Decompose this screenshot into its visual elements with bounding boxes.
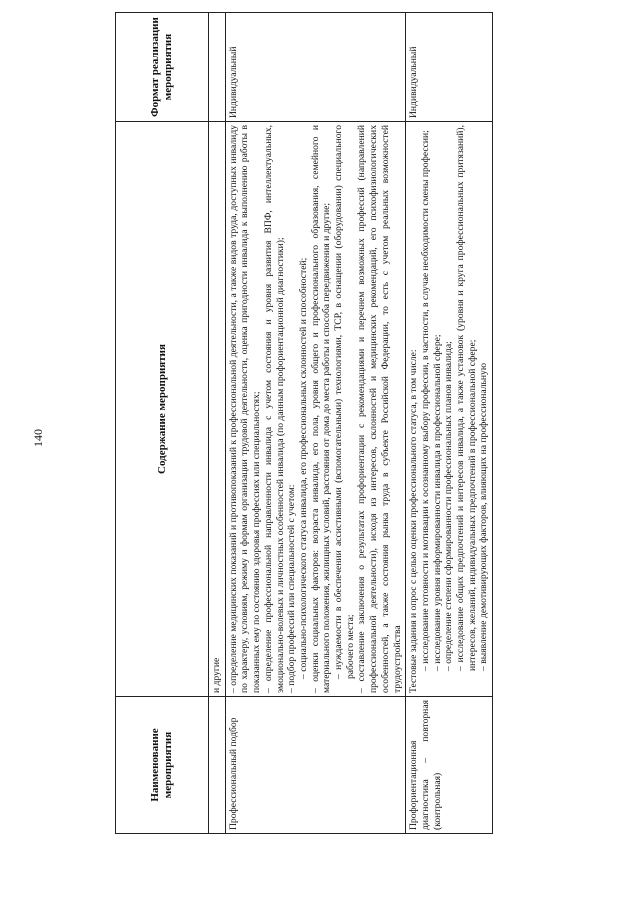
content-paragraph: – определение степени сформированности профессиональных планов инвалида;: [443, 341, 455, 671]
table-row: [209, 13, 226, 834]
content-paragraph: – определение профессиональной направленности инвалида с учетом состояния и уровня развития ВПФ, интеллектуальных, эмоционально-волевых и личностных особенностей инвалида (по данным профориентационной диагностики);: [262, 125, 286, 693]
rotated-table-wrapper: [115, 17, 525, 834]
content-paragraph: – определение медицинских показаний и противопоказаний к профессиональной деятельности, а также видов труда, доступных инвалиду по характеру, условиям, режиму и формам организации трудовой деятельности, оценка пригодности инвалида к выполнению работы в показанных ему по состоянию здоровья профессиях или специальностях;: [227, 125, 263, 693]
cell-content: и другие: [209, 122, 226, 697]
cell-content: [225, 122, 406, 697]
header-content: Содержание мероприятия: [116, 122, 209, 697]
cell-name: Профориентационная диагностика – повторная (контрольная): [406, 697, 493, 834]
content-paragraph: – выявление демотивирующих факторов, влияющих на профессиональную: [478, 362, 490, 671]
header-row: [116, 13, 209, 834]
cell-name: Профессиональный подбор: [225, 697, 406, 834]
content-paragraph: – социально-психологического статуса инвалида, его профессиональных склонностей и способностей;: [297, 257, 309, 679]
header-format: Формат реализации мероприятия: [116, 13, 209, 122]
table-row: [406, 13, 493, 834]
content-paragraph: – исследование общих предпочтений и интересов инвалида, а также установок (уровня и круга профессиональных притязаний), интересов, желаний, индивидуальных предпочтений в профессиональной сфере;: [455, 125, 478, 671]
cell-content: [406, 122, 493, 697]
cell-format: Индивидуальный: [406, 13, 493, 122]
content-paragraph: – исследование готовности и мотивации к осознанному выбору профессии, в частности, в случае необходимости смены профессии;: [419, 130, 431, 671]
content-paragraph: – подбор профессий или специальностей с учетом:: [286, 484, 298, 693]
table-row: [225, 13, 406, 834]
activities-table: [115, 12, 493, 834]
content-paragraph: – нуждаемости в обеспечении ассистивными (вспомогательными) технологиями, ТСР, в оснащении (оборудовании) специального рабочего места;: [333, 125, 356, 679]
cell-format: [209, 13, 226, 122]
content-paragraph: – составление заключения о результатах профориентации с рекомендациями и перечнем возможных профессий (направлений профессиональной деятельности), исходя из интересов, склонностей и медицинских рекомендаций, его психофизиологических особенностей, а также состояния рынка труда в субъекте Российской Федерации, то есть с учетом реальных возможностей трудоустройства: [356, 125, 403, 693]
page-number: 140: [31, 429, 45, 447]
cell-format: Индивидуальный: [225, 13, 406, 122]
cell-name: [209, 697, 226, 834]
content-paragraph: – оценки социальных факторов: возраста инвалида, его пола, уровня общего и профессионального образования, семейного и материального положения, жилищных условий, расстояния от дома до места работы и способа передвижения и другие;: [309, 125, 333, 693]
content-paragraph: Тестовые задания и опрос с целью оценки профессионального статуса, в том числе:: [408, 349, 420, 693]
header-name: Наименование мероприятия: [116, 697, 209, 834]
content-paragraph: – исследование уровня информированности инвалида в профессиональной сфере;: [431, 334, 443, 671]
